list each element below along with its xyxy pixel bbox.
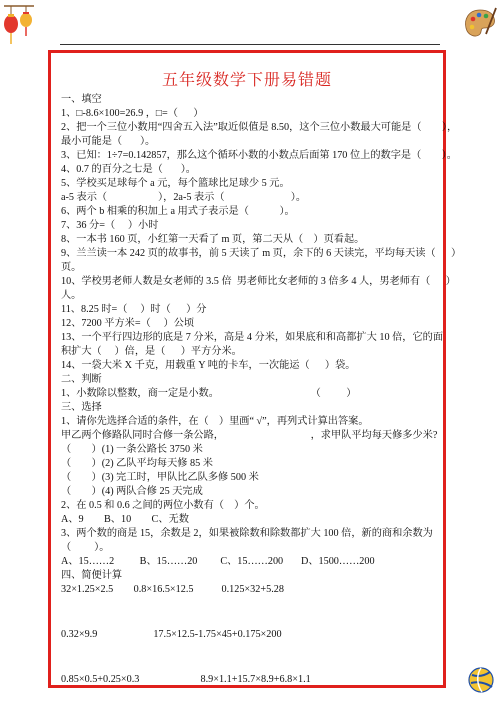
question-line: 3、已知：1÷7=0.142857，那么这个循环小数的小数点后面第 170 位上的数字是（ ）。: [61, 150, 457, 161]
volleyball-icon: [468, 667, 494, 693]
section-heading: 四、简便计算: [61, 570, 123, 581]
section-heading: 一、填空: [61, 94, 102, 105]
question-line: 6、两个 b 相乘的积加上 a 用式子表示是（ ）。: [61, 206, 295, 217]
question-line: 7、36 分=（ ）小时: [61, 220, 159, 231]
option-line: A、15……2 B、15……20 C、15……200 D、1500……200: [61, 556, 375, 567]
question-line: 3、两个数的商是 15，余数是 2，如果被除数和除数都扩大 100 倍，新的商和余数为: [61, 528, 433, 539]
question-line: 积扩大（ ）倍，是（ ）平方分米。: [61, 346, 242, 357]
worksheet-frame: [48, 50, 462, 688]
question-line: 12、7200 平方米=（ ）公顷: [61, 318, 195, 329]
question-line: 8、一本书 160 页，小红第一天看了 m 页，第二天从（ ）页看起。: [61, 234, 365, 245]
question-line: 1、□-8.6×100=26.9 ，□=（ ）: [61, 108, 204, 119]
question-line: 页。: [61, 262, 82, 273]
option-line: （ ）(4) 两队合修 25 天完成: [61, 486, 203, 497]
calc-line: 0.85×0.5+0.25×0.3 8.9×1.1+15.7×8.9+6.8×1.1: [61, 674, 311, 685]
option-line: A、9 B、10 C、无数: [61, 514, 189, 525]
question-line: 4、0.7 的百分之七是（ ）。: [61, 164, 196, 175]
question-line: 10、学校男老师人数是女老师的 3.5 倍 男老师比女老师的 3 倍多 4 人，男老师有（ ）: [61, 276, 456, 287]
question-line: 最小可能是（ ）。: [61, 136, 156, 147]
option-line: （ ）(2) 乙队平均每天修 85 米: [61, 458, 213, 469]
palette-icon: [462, 4, 498, 44]
question-line: 1、请你先选择合适的条件，在（ ）里画“ √”，再列式计算出答案。: [61, 416, 369, 427]
worksheet-title: 五年级数学下册易错题: [161, 72, 332, 89]
question-line: 11、8.25 时=（ ）时（ ）分: [61, 304, 207, 315]
question-line: 2、在 0.5 和 0.6 之间的两位小数有（ ）个。: [61, 500, 265, 511]
question-line: 2、把一个三位小数用“四舍五入法”取近似值是 8.50，这个三位小数最大可能是（ ），: [61, 122, 458, 133]
question-line: 5、学校买足球每个 a 元，每个篮球比足球少 5 元。: [61, 178, 290, 189]
question-line: 1、小数除以整数，商一定是小数。 （ ）: [61, 388, 357, 399]
lantern-icon: [2, 4, 36, 48]
calc-line: 0.32×9.9 17.5×12.5-1.75×45+0.175×200: [61, 629, 282, 640]
question-line: 人。: [61, 290, 82, 301]
question-line: 甲乙两个修路队同时合修一条公路， ，求甲队平均每天修多少米?: [61, 430, 438, 441]
question-line: （ ）。: [61, 542, 110, 553]
calc-line: 32×1.25×2.5 0.8×16.5×12.5 0.125×32+5.28: [61, 584, 284, 595]
section-heading: 二、判断: [61, 374, 102, 385]
question-line: 9、兰兰读一本 242 页的故事书，前 5 天读了 m 页，余下的 6 天读完，平均每天读（ ）: [61, 248, 462, 259]
answer-space: [61, 597, 435, 628]
question-line: 14、一袋大米 X 千克，用载重 Y 吨的卡车，一次能运（ ）袋。: [61, 360, 356, 371]
worksheet-content: [61, 93, 462, 687]
option-line: （ ）(3) 完工时，甲队比乙队多修 500 米: [61, 472, 259, 483]
section-heading: 三、选择: [61, 402, 102, 413]
header-rule: [60, 44, 440, 45]
question-line: a-5 表示（ ），2a-5 表示（ ）。: [61, 192, 307, 203]
answer-space: [61, 642, 435, 673]
question-line: 13、一个平行四边形的底是 7 分米，高是 4 分米，如果底和和高都扩大 10 倍，它的面: [61, 332, 444, 343]
option-line: （ ）(1) 一条公路长 3750 米: [61, 444, 203, 455]
